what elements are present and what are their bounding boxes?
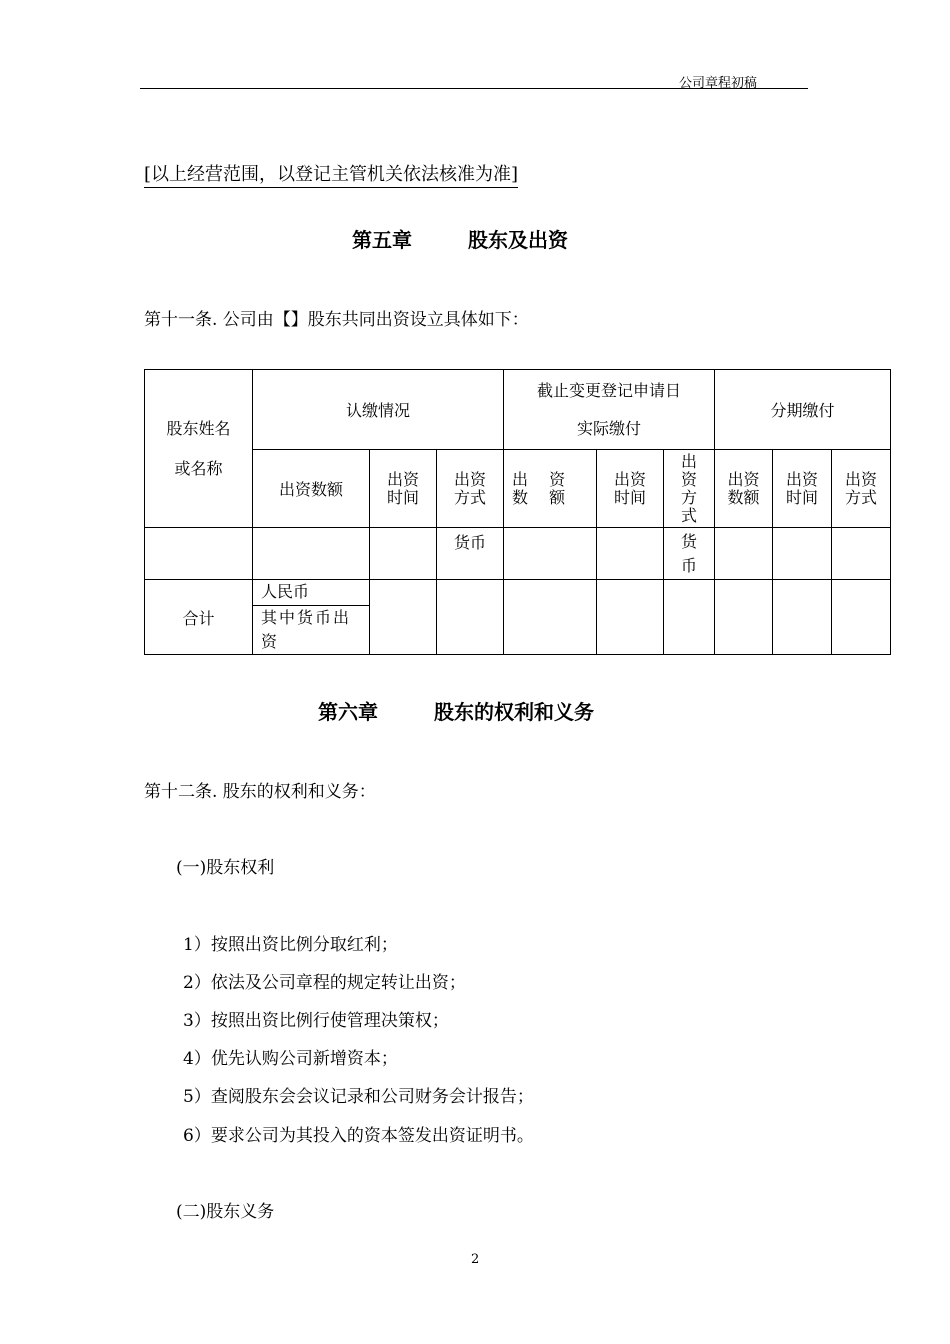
paid-group-header-line2: 实际缴付	[576, 418, 641, 438]
chapter-six-title: 股东的权利和义务	[434, 700, 594, 724]
installment-amount-cell	[715, 528, 773, 580]
total-breakdown-cell	[253, 580, 370, 655]
sub-header-paid-time: 出资时间	[597, 450, 664, 528]
rights-item-2: 2）依法及公司章程的规定转让出资；	[183, 973, 466, 993]
shareholder-name-cell	[145, 528, 253, 580]
paid-method-cell: 货币	[664, 528, 715, 580]
duties-heading: (二)股东义务	[176, 1202, 275, 1222]
shareholder-name-header	[145, 370, 253, 528]
installment-method-cell	[832, 528, 891, 580]
total-rmb-label: 人民币	[261, 582, 310, 601]
article-twelve: 第十二条. 股东的权利和义务：	[144, 782, 376, 802]
chapter-five-title: 股东及出资	[468, 228, 568, 252]
rights-item-1: 1）按照出资比例分取红利；	[183, 935, 398, 955]
time-cell	[370, 528, 437, 580]
article-eleven: 第十一条. 公司由【】股东共同出资设立具体如下：	[144, 310, 529, 330]
total-method-cell	[437, 580, 504, 655]
shareholder-name-header-line1: 股东姓名	[166, 418, 231, 438]
paid-time-cell	[597, 528, 664, 580]
header-divider	[140, 88, 808, 89]
subscribed-group-header: 认缴情况	[253, 370, 504, 450]
rights-item-3: 3）按照出资比例行使管理决策权；	[183, 1011, 449, 1031]
sub-header-amount: 出资数额	[253, 450, 370, 528]
sub-header-method: 出资方式	[437, 450, 504, 528]
method-cell: 货币	[437, 528, 504, 580]
sub-header-installment-time: 出资时间	[773, 450, 832, 528]
page-number: 2	[471, 1252, 480, 1267]
sub-header-paid-amount: 出 资 数 额	[504, 450, 597, 528]
total-installment-amount-cell	[715, 580, 773, 655]
sub-header-installment-method: 出资方式	[832, 450, 891, 528]
shareholder-contribution-table	[144, 369, 891, 655]
chapter-five-number: 第五章	[352, 228, 412, 252]
sub-header-installment-amount: 出资数额	[715, 450, 773, 528]
total-installment-method-cell	[832, 580, 891, 655]
amount-cell	[253, 528, 370, 580]
total-time-cell	[370, 580, 437, 655]
rights-item-4: 4）优先认购公司新增资本；	[183, 1049, 398, 1069]
total-label: 合计	[145, 580, 253, 655]
sub-header-time: 出资时间	[370, 450, 437, 528]
rights-item-6: 6）要求公司为其投入的资本签发出资证明书。	[183, 1126, 534, 1146]
business-scope-note: [以上经营范围，以登记主管机关依法核准为准]	[144, 160, 518, 188]
document-header-title: 公司章程初稿	[679, 76, 758, 91]
rights-item-5: 5）查阅股东会会议记录和公司财务会计报告；	[183, 1087, 534, 1107]
chapter-six-number: 第六章	[318, 700, 378, 724]
paid-group-header-line1: 截止变更登记申请日	[536, 380, 681, 400]
sub-header-paid-method: 出资方式	[664, 450, 715, 528]
chapter-five-heading	[352, 224, 568, 253]
total-paid-time-cell	[597, 580, 664, 655]
installment-time-cell	[773, 528, 832, 580]
paid-group-header	[504, 370, 715, 450]
installment-group-header: 分期缴付	[715, 370, 891, 450]
total-paid-amount-cell	[504, 580, 597, 655]
total-cash-label: 其中货币出资	[253, 605, 369, 654]
paid-amount-cell	[504, 528, 597, 580]
total-installment-time-cell	[773, 580, 832, 655]
total-paid-method-cell	[664, 580, 715, 655]
rights-heading: (一)股东权利	[176, 858, 275, 878]
shareholder-name-header-line2: 或名称	[174, 458, 223, 478]
chapter-six-heading	[318, 696, 594, 725]
